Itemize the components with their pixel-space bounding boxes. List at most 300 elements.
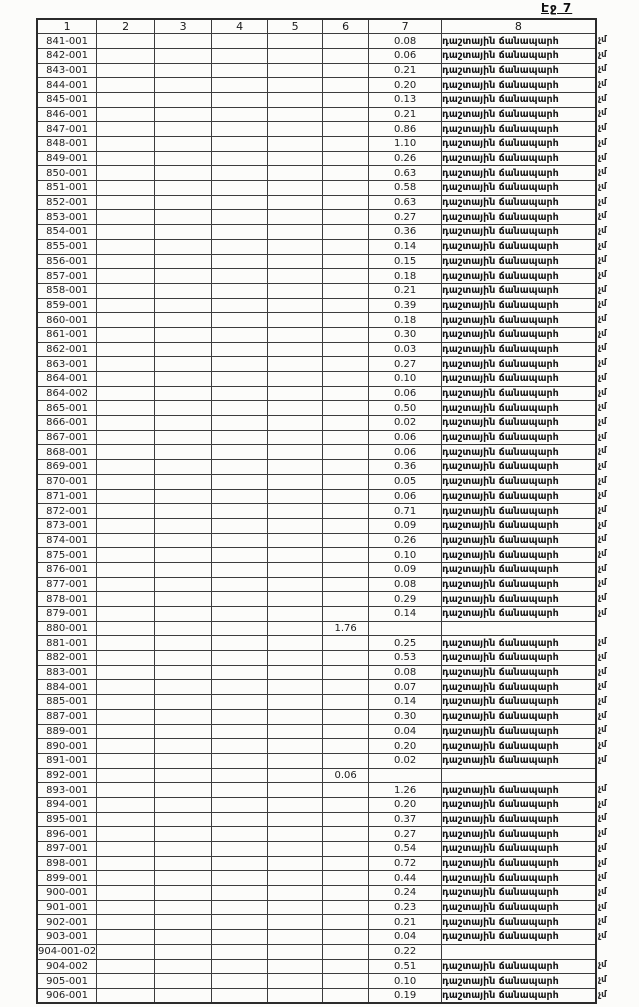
area-value-cell: 0.08 <box>369 34 442 49</box>
parcel-id-cell: 858-001 <box>37 283 97 298</box>
empty-cell <box>155 709 212 724</box>
parcel-id-cell: 904-001-02 <box>38 946 97 958</box>
col6-value-cell <box>323 827 369 842</box>
empty-cell <box>212 724 268 739</box>
road-type-cell: դաշտային ճանապարհ <box>442 739 596 754</box>
empty-cell <box>268 386 323 401</box>
col6-value-cell <box>323 739 369 754</box>
col6-value-cell <box>323 665 369 680</box>
parcel-id-cell: 846-001 <box>37 107 97 122</box>
edge-fragment: չմ <box>598 505 607 515</box>
table-row <box>37 827 596 842</box>
parcel-id-cell: 896-001 <box>37 827 97 842</box>
road-type-cell: դաշտային ճանապարհ <box>442 695 596 710</box>
table-row <box>37 357 596 372</box>
table-row <box>37 430 596 445</box>
empty-cell <box>97 753 155 768</box>
road-type-cell: դաշտային ճանապարհ <box>442 562 596 577</box>
table-row <box>37 930 596 945</box>
empty-cell <box>155 739 212 754</box>
edge-fragment: չմ <box>598 225 607 236</box>
road-type-cell: դաշտային ճանապարհ <box>442 886 596 901</box>
table-row <box>37 504 596 519</box>
col6-value-cell <box>323 357 369 372</box>
empty-cell <box>212 430 268 445</box>
road-type-cell: դաշտային ճանապարհ <box>442 181 596 196</box>
parcel-id-cell: 904-002 <box>37 959 97 974</box>
road-type-cell: դաշտային ճանապարհ <box>442 372 596 387</box>
parcel-id-cell: 874-001 <box>37 533 97 548</box>
col6-value-cell <box>323 504 369 519</box>
empty-cell <box>155 445 212 460</box>
empty-cell <box>212 548 268 563</box>
area-value-cell: 0.36 <box>369 225 442 240</box>
empty-cell <box>268 974 323 989</box>
empty-cell <box>212 298 268 313</box>
table-row <box>37 416 596 431</box>
parcel-id-cell: 879-001 <box>37 607 97 622</box>
empty-cell <box>155 577 212 592</box>
parcel-id-cell: 885-001 <box>37 695 97 710</box>
empty-cell <box>97 63 155 78</box>
area-value-cell: 0.30 <box>369 709 442 724</box>
page-edge-cutoff-column <box>598 33 636 1002</box>
empty-cell <box>212 210 268 225</box>
road-type-cell: դաշտային ճանապարհ <box>442 827 596 842</box>
edge-fragment: չմ <box>598 886 607 897</box>
col6-value-cell <box>323 181 369 196</box>
empty-cell <box>155 930 212 945</box>
edge-fragment: չմ <box>598 49 607 60</box>
empty-cell <box>212 739 268 754</box>
edge-fragment: չմ <box>598 211 607 222</box>
empty-cell <box>97 562 155 577</box>
empty-cell <box>155 665 212 680</box>
parcel-id-cell: 894-001 <box>37 797 97 812</box>
empty-cell <box>97 915 155 930</box>
table-row <box>37 651 596 666</box>
road-type-cell: դաշտային ճանապարհ <box>442 357 596 372</box>
road-type-cell: դաշտային ճանապարհ <box>442 401 596 416</box>
empty-cell <box>212 959 268 974</box>
parcel-id-cell: 902-001 <box>37 915 97 930</box>
col6-value-cell <box>323 548 369 563</box>
table-row <box>37 842 596 857</box>
area-value-cell: 0.06 <box>369 386 442 401</box>
col6-value-cell <box>323 856 369 871</box>
area-value-cell: 0.21 <box>369 283 442 298</box>
road-type-cell: դաշտային ճանապարհ <box>442 988 596 1003</box>
empty-cell <box>155 768 212 783</box>
road-type-cell: դաշտային ճանապարհ <box>442 225 596 240</box>
table-row <box>37 753 596 768</box>
edge-fragment: չմ <box>598 872 607 883</box>
edge-fragment <box>598 621 636 636</box>
table-row <box>37 269 596 284</box>
empty-cell <box>97 474 155 489</box>
road-type-cell: դաշտային ճանապարհ <box>442 48 596 63</box>
empty-cell <box>268 298 323 313</box>
empty-cell <box>97 210 155 225</box>
parcel-id-cell: 872-001 <box>37 504 97 519</box>
col6-value-cell <box>323 122 369 137</box>
road-type-cell: դաշտային ճանապարհ <box>442 254 596 269</box>
col6-value-cell <box>323 680 369 695</box>
col6-value-cell <box>323 489 369 504</box>
edge-fragment: չմ <box>598 651 607 662</box>
empty-cell <box>268 944 323 959</box>
empty-cell <box>212 166 268 181</box>
page-number-label: Էջ 7 <box>541 1 573 15</box>
parcel-id-cell: 859-001 <box>37 298 97 313</box>
road-type-cell: դաշտային ճանապարհ <box>442 930 596 945</box>
empty-cell <box>97 665 155 680</box>
parcel-id-cell: 863-001 <box>37 357 97 372</box>
road-type-cell: դաշտային ճանապարհ <box>442 460 596 475</box>
table-row <box>37 92 596 107</box>
empty-cell <box>97 401 155 416</box>
empty-cell <box>155 474 212 489</box>
parcel-id-cell: 862-001 <box>37 342 97 357</box>
empty-cell <box>268 636 323 651</box>
table-row <box>37 871 596 886</box>
table-row <box>37 988 596 1003</box>
col6-value-cell <box>323 372 369 387</box>
empty-cell <box>155 283 212 298</box>
road-type-cell: դաշտային ճանապարհ <box>442 607 596 622</box>
edge-fragment: չմ <box>598 519 607 530</box>
area-value-cell: 0.14 <box>369 607 442 622</box>
parcel-id-cell: 901-001 <box>37 900 97 915</box>
parcel-id-cell: 906-001 <box>37 988 97 1003</box>
empty-cell <box>268 548 323 563</box>
area-value-cell: 0.21 <box>369 63 442 78</box>
empty-cell <box>97 959 155 974</box>
road-type-cell: դաշտային ճանապարհ <box>442 151 596 166</box>
empty-cell <box>97 166 155 181</box>
empty-cell <box>97 548 155 563</box>
empty-cell <box>212 137 268 152</box>
area-value-cell: 0.25 <box>369 636 442 651</box>
area-value-cell: 0.27 <box>369 357 442 372</box>
road-type-cell: դաշտային ճանապարհ <box>442 856 596 871</box>
empty-cell <box>97 739 155 754</box>
empty-cell <box>268 460 323 475</box>
area-value-cell: 0.06 <box>369 445 442 460</box>
area-value-cell: 0.14 <box>369 695 442 710</box>
empty-cell <box>212 269 268 284</box>
col6-value-cell <box>323 386 369 401</box>
col6-value-cell <box>323 416 369 431</box>
edge-fragment: չմ <box>598 857 607 868</box>
empty-cell <box>155 489 212 504</box>
edge-fragment: չմ <box>598 989 607 1000</box>
parcel-data-table <box>36 18 597 1004</box>
empty-cell <box>155 974 212 989</box>
road-type-cell: դաշտային ճանապարհ <box>442 342 596 357</box>
road-type-cell <box>442 768 596 783</box>
parcel-id-cell: 861-001 <box>37 327 97 342</box>
area-value-cell: 0.10 <box>369 548 442 563</box>
empty-cell <box>155 327 212 342</box>
edge-fragment: չմ <box>598 710 607 721</box>
empty-cell <box>97 327 155 342</box>
empty-cell <box>212 621 268 636</box>
col6-value-cell <box>323 959 369 974</box>
road-type-cell: դաշտային ճանապարհ <box>442 489 596 504</box>
empty-cell <box>212 797 268 812</box>
road-type-cell: դաշտային ճանապարհ <box>442 651 596 666</box>
empty-cell <box>97 871 155 886</box>
area-value-cell: 0.30 <box>369 327 442 342</box>
edge-fragment: չմ <box>598 299 607 310</box>
empty-cell <box>268 430 323 445</box>
parcel-id-cell: 887-001 <box>37 709 97 724</box>
empty-cell <box>268 195 323 210</box>
table-row <box>37 181 596 196</box>
parcel-id-cell: 903-001 <box>37 930 97 945</box>
empty-cell <box>155 533 212 548</box>
empty-cell <box>212 63 268 78</box>
area-value-cell: 0.63 <box>369 195 442 210</box>
table-row <box>37 122 596 137</box>
parcel-id-cell: 851-001 <box>37 181 97 196</box>
empty-cell <box>155 944 212 959</box>
col6-value-cell <box>323 254 369 269</box>
col6-value-cell <box>323 269 369 284</box>
table-row <box>37 137 596 152</box>
empty-cell <box>212 518 268 533</box>
empty-cell <box>268 122 323 137</box>
parcel-id-cell: 900-001 <box>37 886 97 901</box>
road-type-cell: դաշտային ճանապարհ <box>442 298 596 313</box>
road-type-cell <box>442 621 596 636</box>
empty-cell <box>212 313 268 328</box>
empty-cell <box>268 48 323 63</box>
edge-fragment: չմ <box>598 93 607 104</box>
empty-cell <box>212 474 268 489</box>
empty-cell <box>268 357 323 372</box>
empty-cell <box>97 269 155 284</box>
area-value-cell: 0.06 <box>369 48 442 63</box>
col6-value-cell <box>323 974 369 989</box>
empty-cell <box>212 665 268 680</box>
edge-fragment: չմ <box>598 372 607 383</box>
empty-cell <box>155 239 212 254</box>
empty-cell <box>97 680 155 695</box>
road-type-cell: դաշտային ճանապարհ <box>442 900 596 915</box>
col6-value-cell <box>323 930 369 945</box>
table-row <box>37 195 596 210</box>
edge-fragment: չմ <box>598 593 607 604</box>
empty-cell <box>97 254 155 269</box>
empty-cell <box>97 900 155 915</box>
edge-fragment: չմ <box>598 813 607 824</box>
edge-fragment: չմ <box>598 431 607 442</box>
empty-cell <box>155 401 212 416</box>
parcel-id-cell: 845-001 <box>37 92 97 107</box>
edge-fragment: չմ <box>598 79 607 90</box>
parcel-id-cell: 893-001 <box>37 783 97 798</box>
edge-fragment: չմ <box>598 534 607 545</box>
col6-value-cell <box>323 577 369 592</box>
parcel-id-cell: 856-001 <box>37 254 97 269</box>
empty-cell <box>212 871 268 886</box>
empty-cell <box>97 107 155 122</box>
road-type-cell: դաշտային ճանապարհ <box>442 416 596 431</box>
empty-cell <box>212 416 268 431</box>
empty-cell <box>212 592 268 607</box>
road-type-cell: դաշտային ճանապարհ <box>442 122 596 137</box>
empty-cell <box>97 122 155 137</box>
parcel-id-cell: 891-001 <box>37 753 97 768</box>
area-value-cell: 0.18 <box>369 313 442 328</box>
empty-cell <box>268 474 323 489</box>
road-type-cell: դաշտային ճանապարհ <box>442 313 596 328</box>
col6-value-cell <box>323 636 369 651</box>
empty-cell <box>268 695 323 710</box>
edge-fragment: չմ <box>598 181 607 192</box>
column-header-row <box>37 19 596 34</box>
road-type-cell: դաշտային ճանապարհ <box>442 797 596 812</box>
col6-value-cell <box>323 166 369 181</box>
col6-value-cell <box>323 842 369 857</box>
empty-cell <box>212 886 268 901</box>
empty-cell <box>155 166 212 181</box>
edge-fragment: չմ <box>598 270 607 280</box>
empty-cell <box>155 181 212 196</box>
edge-fragment: չմ <box>598 740 607 750</box>
edge-fragment <box>598 767 636 782</box>
area-value-cell: 0.08 <box>369 665 442 680</box>
empty-cell <box>97 724 155 739</box>
area-value-cell: 0.05 <box>369 474 442 489</box>
col6-value-cell <box>323 92 369 107</box>
parcel-id-cell: 860-001 <box>37 313 97 328</box>
area-value-cell: 0.19 <box>369 988 442 1003</box>
table-row <box>37 783 596 798</box>
table-row <box>37 489 596 504</box>
area-value-cell: 0.21 <box>369 915 442 930</box>
empty-cell <box>212 195 268 210</box>
empty-cell <box>97 636 155 651</box>
table-row <box>37 401 596 416</box>
edge-fragment: չմ <box>598 123 607 134</box>
empty-cell <box>97 34 155 49</box>
empty-cell <box>155 988 212 1003</box>
area-value-cell: 0.13 <box>369 92 442 107</box>
edge-fragment: չմ <box>598 916 607 927</box>
empty-cell <box>212 254 268 269</box>
empty-cell <box>97 988 155 1003</box>
empty-cell <box>268 34 323 49</box>
area-value-cell: 0.04 <box>369 724 442 739</box>
area-value-cell: 0.27 <box>369 210 442 225</box>
parcel-id-cell: 849-001 <box>37 151 97 166</box>
empty-cell <box>97 827 155 842</box>
edge-fragment: չմ <box>598 578 607 589</box>
table-row <box>37 327 596 342</box>
col6-value-cell <box>323 871 369 886</box>
edge-fragment: չմ <box>598 64 607 75</box>
area-value-cell: 0.54 <box>369 842 442 857</box>
col6-value-cell <box>323 783 369 798</box>
road-type-cell: դաշտային ճանապարհ <box>442 724 596 739</box>
parcel-id-cell: 870-001 <box>37 474 97 489</box>
table-row <box>37 724 596 739</box>
empty-cell <box>155 797 212 812</box>
area-value-cell: 0.26 <box>369 151 442 166</box>
empty-cell <box>212 709 268 724</box>
empty-cell <box>268 283 323 298</box>
parcel-id-cell: 890-001 <box>37 739 97 754</box>
edge-fragment: չմ <box>598 402 607 413</box>
table-row <box>37 592 596 607</box>
col6-value-cell <box>323 313 369 328</box>
table-row <box>37 298 596 313</box>
area-value-cell: 0.20 <box>369 78 442 93</box>
empty-cell <box>97 195 155 210</box>
empty-cell <box>212 900 268 915</box>
column-header-7: 7 <box>369 19 442 34</box>
empty-cell <box>155 122 212 137</box>
empty-cell <box>268 900 323 915</box>
empty-cell <box>268 504 323 519</box>
edge-fragment: չմ <box>598 549 607 560</box>
area-value-cell: 0.10 <box>369 974 442 989</box>
area-value-cell: 0.02 <box>369 753 442 768</box>
parcel-id-cell: 897-001 <box>37 842 97 857</box>
empty-cell <box>268 709 323 724</box>
empty-cell <box>155 562 212 577</box>
empty-cell <box>97 78 155 93</box>
col6-value-cell <box>323 430 369 445</box>
road-type-cell: դաշտային ճանապարհ <box>442 166 596 181</box>
road-type-cell: դաշտային ճանապարհ <box>442 974 596 989</box>
col6-value-cell <box>323 607 369 622</box>
empty-cell <box>268 592 323 607</box>
empty-cell <box>268 254 323 269</box>
col6-value-cell <box>323 151 369 166</box>
empty-cell <box>212 504 268 519</box>
empty-cell <box>155 254 212 269</box>
road-type-cell: դաշտային ճանապարհ <box>442 107 596 122</box>
edge-fragment: չմ <box>598 828 607 839</box>
empty-cell <box>97 489 155 504</box>
road-type-cell: դաշտային ճանապարհ <box>442 195 596 210</box>
col6-value-cell <box>323 298 369 313</box>
empty-cell <box>268 680 323 695</box>
empty-cell <box>212 107 268 122</box>
table-row <box>37 959 596 974</box>
parcel-id-cell: 866-001 <box>37 416 97 431</box>
empty-cell <box>268 533 323 548</box>
empty-cell <box>268 886 323 901</box>
empty-cell <box>155 959 212 974</box>
area-value-cell: 0.06 <box>369 430 442 445</box>
empty-cell <box>155 827 212 842</box>
empty-cell <box>155 342 212 357</box>
area-value-cell: 0.86 <box>369 122 442 137</box>
empty-cell <box>155 372 212 387</box>
column-header-8: 8 <box>442 19 596 34</box>
edge-fragment: չմ <box>598 137 607 148</box>
empty-cell <box>212 915 268 930</box>
empty-cell <box>268 401 323 416</box>
edge-fragment: չմ <box>598 35 607 45</box>
empty-cell <box>212 768 268 783</box>
empty-cell <box>268 372 323 387</box>
